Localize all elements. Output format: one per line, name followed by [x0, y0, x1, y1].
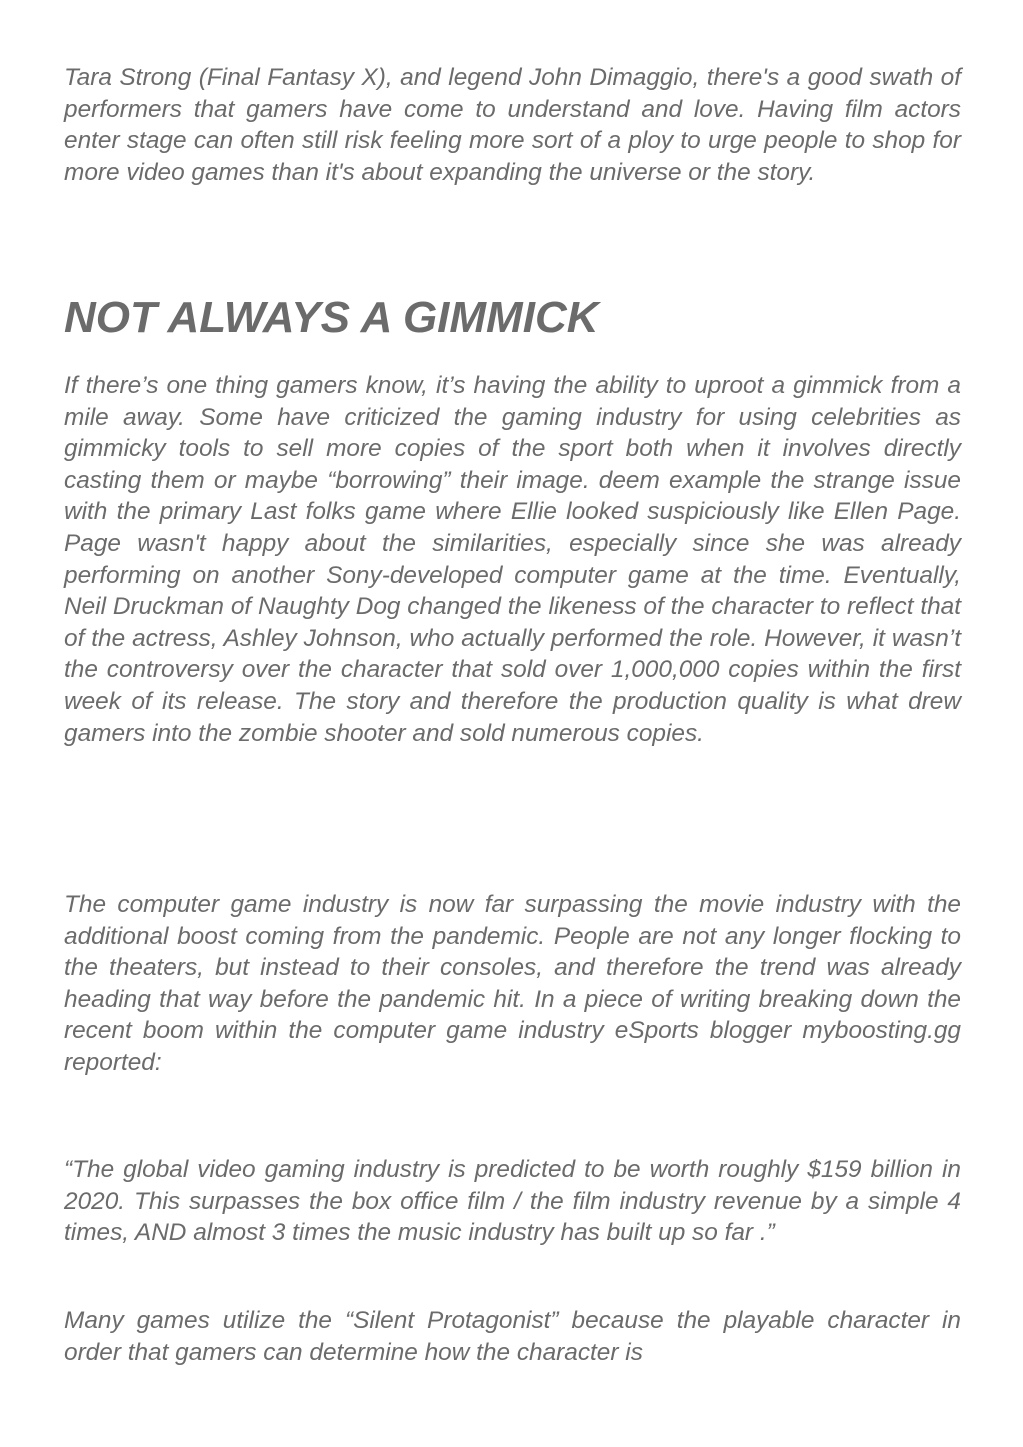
- industry-paragraph: The computer game industry is now far surpassing the movie industry with the additional boost coming from the pandemic. People are not any longer flocking to the theaters, but instead to their consoles, and therefore the trend was already heading that way before the pandemic hit. In a piece of writing breaking down the recent boom within the computer game industry eSports blogger myboosting.gg reported:: [64, 891, 961, 1076]
- gimmick-paragraph: If there’s one thing gamers know, it’s having the ability to uproot a gimmick from a mile away. Some have criticized the gaming industry for using celebrities as gimmicky tools to sell more copies of the sport both when it involves directly casting them or maybe “borrowing” their image. deem example the strange issue with the primary Last folks game where Ellie looked suspiciously like Ellen Page. Page wasn't happy about the similarities, especially since she was already performing on another Sony-developed computer game at the time. Eventually, Neil Druckman of Naughty Dog changed the likeness of the character to reflect that of the actress, Ashley Johnson, who actually performed the role. However, it wasn’t the controversy over the character that sold over 1,000,000 copies within the first week of its release. The story and therefore the production quality is what drew gamers into the zombie shooter and sold numerous copies.: [64, 372, 961, 747]
- intro-paragraph: Tara Strong (Final Fantasy X), and legend John Dimaggio, there's a good swath of performers that gamers have come to understand and love. Having film actors enter stage can often still risk feeling more sort of a ploy to urge people to shop for more video games than it's about expanding the universe or the story.: [64, 64, 961, 186]
- protagonist-paragraph: Many games utilize the “Silent Protagonist” because the playable character in order that gamers can determine how the character is: [64, 1307, 961, 1366]
- quote-paragraph: “The global video gaming industry is predicted to be worth roughly $159 billion in 2020. This surpasses the box office film / the film industry revenue by a simple 4 times, AND almost 3 times the music industry has built up so far .”: [64, 1156, 961, 1247]
- section-heading: NOT ALWAYS A GIMMICK: [64, 293, 599, 342]
